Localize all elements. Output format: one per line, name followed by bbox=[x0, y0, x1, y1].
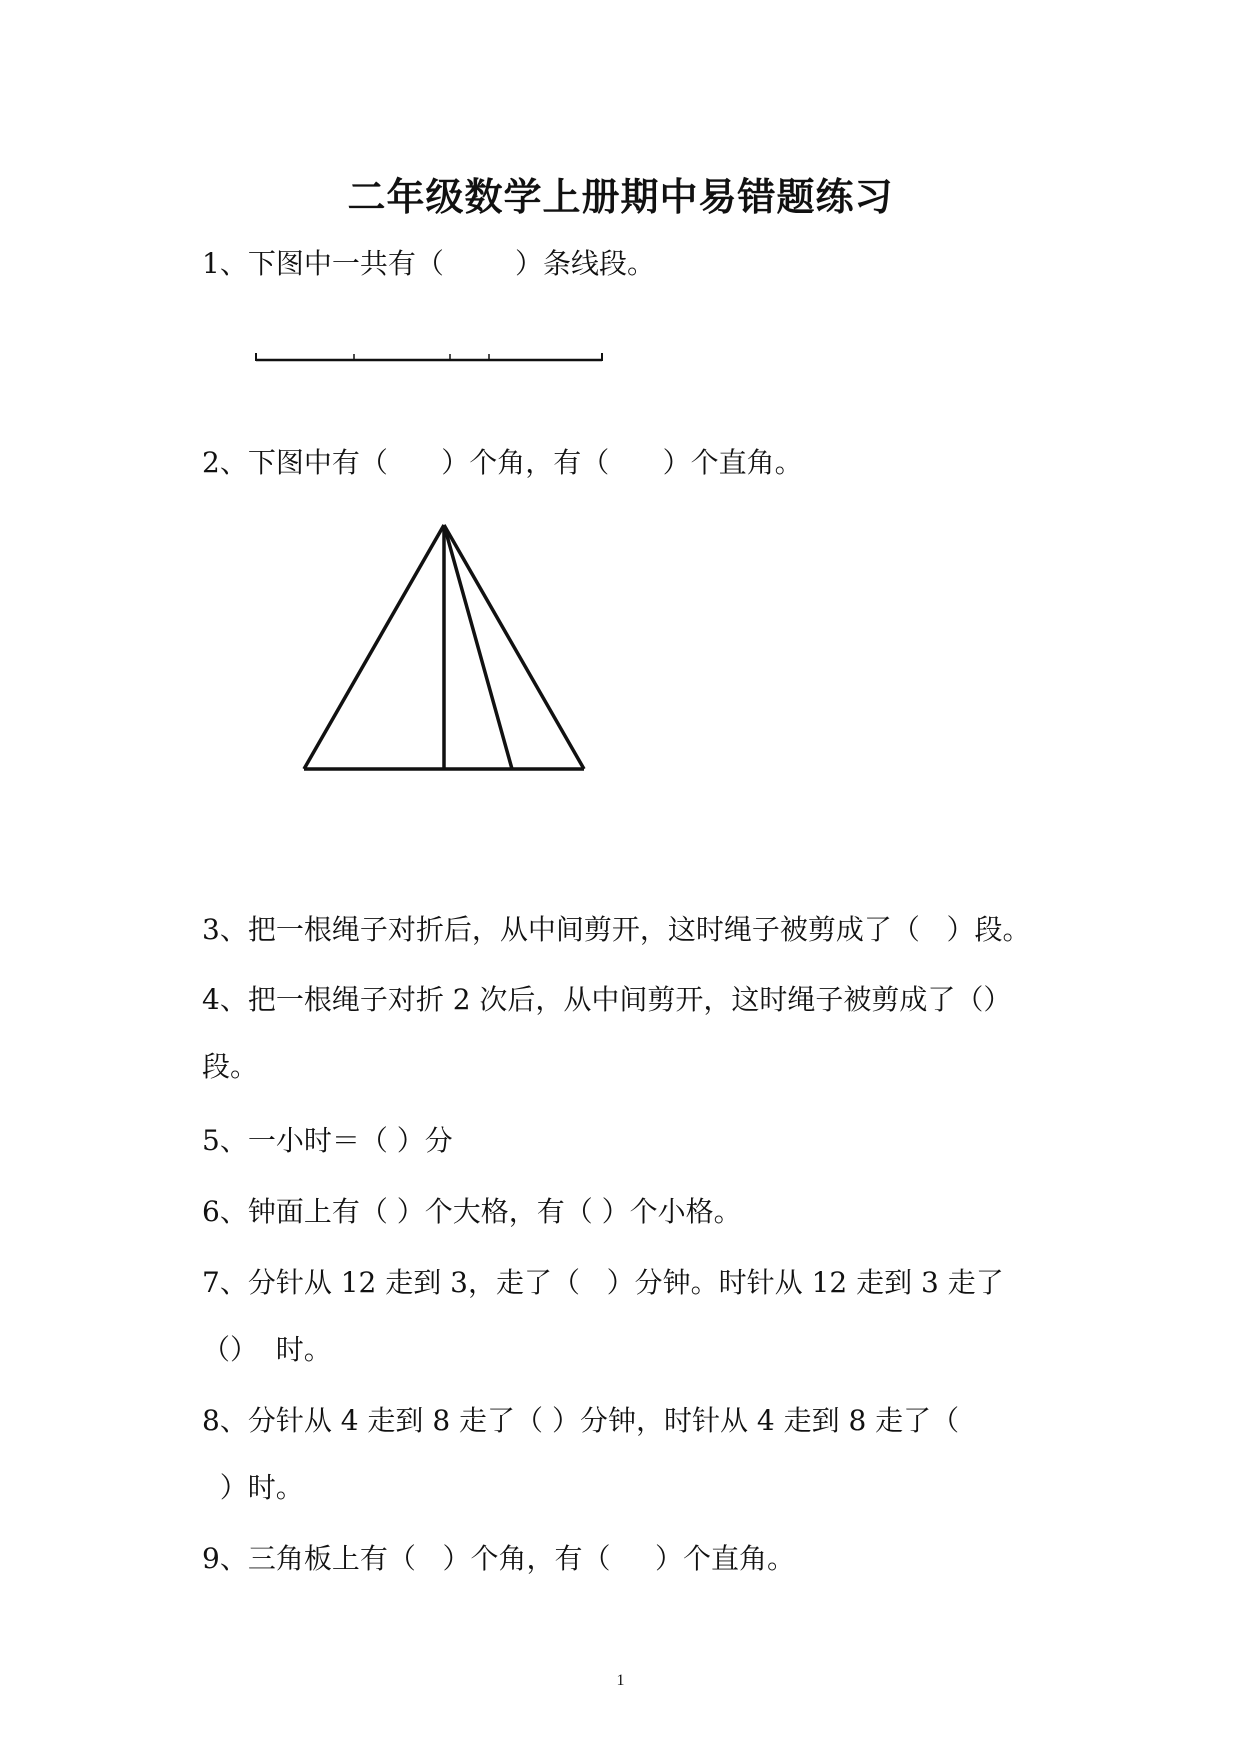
triangle-angle-figure bbox=[290, 515, 600, 780]
page-number: 1 bbox=[616, 1672, 625, 1689]
question-9: 9、三角板上有（ ）个角，有（ ）个直角。 bbox=[202, 1542, 796, 1575]
question-3: 3、把一根绳子对折后，从中间剪开，这时绳子被剪成了（ ）段。 bbox=[202, 913, 1031, 946]
question-6: 6、钟面上有（ ）个大格，有（ ）个小格。 bbox=[202, 1195, 742, 1228]
question-1: 1、下图中一共有（ ）条线段。 bbox=[202, 247, 656, 280]
question-4: 4、把一根绳子对折 2 次后，从中间剪开，这时绳子被剪成了（） bbox=[202, 983, 1012, 1016]
question-5: 5、一小时＝（ ）分 bbox=[202, 1124, 453, 1157]
question-7: 7、分针从 12 走到 3，走了（ ）分钟。时针从 12 走到 3 走了 bbox=[202, 1266, 1004, 1299]
question-7-continuation: （） 时。 bbox=[202, 1333, 332, 1366]
question-8: 8、分针从 4 走到 8 走了（ ）分钟，时针从 4 走到 8 走了（ bbox=[202, 1404, 960, 1437]
question-8-continuation: ）时。 bbox=[202, 1471, 304, 1504]
question-2: 2、下图中有（ ）个角，有（ ）个直角。 bbox=[202, 446, 803, 479]
line-segment-figure bbox=[248, 345, 608, 375]
page-title: 二年级数学上册期中易错题练习 bbox=[347, 174, 894, 219]
question-4-continuation: 段。 bbox=[202, 1050, 259, 1083]
